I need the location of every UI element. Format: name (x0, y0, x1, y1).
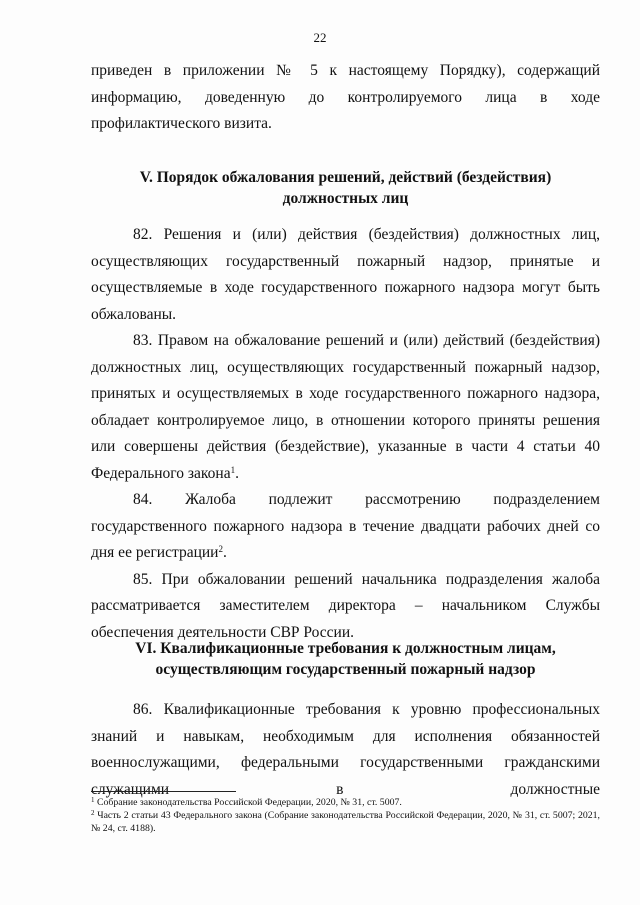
paragraph-84-end: . (222, 544, 227, 561)
section-vi-body (91, 697, 600, 803)
section-v-heading-line2: должностных лиц (282, 190, 409, 207)
section-vi-heading-line1: VI. Квалификационные требования к должностным лицам, (135, 640, 556, 657)
footnote-2 (91, 809, 600, 835)
paragraph-82: 82. Решения и (или) действия (бездействия) должностных лиц, осуществляющих государственный пожарный надзор, принятые и осуществляемые в ходе государственного пожарного надзора могут быть обжалованы. (91, 226, 600, 323)
footnote-ref-2: 2 (218, 544, 223, 554)
footnote-2-text: Часть 2 статьи 43 Федерального закона (Собрание законодательства Российской Федерации, 2020, № 31, ст. 5007; 2021, № 24, ст. 4188). (91, 810, 600, 834)
footnote-separator (91, 791, 236, 792)
section-v-heading (91, 167, 600, 209)
footnote-1 (91, 796, 600, 809)
paragraph-84-text: 84. Жалоба подлежит рассмотрению подразделением государственного пожарного надзора в течение двадцати рабочих дней со дня ее регистрации (91, 491, 600, 561)
footnote-ref-1: 1 (230, 464, 236, 475)
intro-paragraph-block (91, 58, 600, 138)
footnote-1-mark: 1 (91, 796, 95, 804)
paragraph-83 (91, 328, 600, 487)
footnotes (91, 796, 600, 835)
paragraph-84 (91, 487, 600, 567)
section-vi-heading (91, 638, 600, 680)
paragraph-86: 86. Квалификационные требования к уровню профессиональных знаний и навыкам, необходимым для исполнения обязанностей военнослужащими, федеральными государственными гражданскими служащими в должностные (91, 701, 600, 798)
section-v-body (91, 222, 600, 646)
footnote-2-mark: 2 (91, 809, 95, 817)
paragraph-83-end: . (235, 464, 239, 482)
paragraph-85: 85. При обжаловании решений начальника подразделения жалоба рассматривается заместителем директора – начальником Службы обеспечения деятельности СВР России. (91, 570, 600, 641)
footnote-1-text: Собрание законодательства Российской Федерации, 2020, № 31, ст. 5007. (94, 797, 402, 808)
page-number: 22 (313, 30, 327, 45)
paragraph-83-text: 83. Правом на обжалование решений и (или) действий (бездействия) должностных лиц, осуществляющих государственный пожарный надзор, принятых и осуществляемых в ходе государственного пожарного надзора, обладает контролируемое лицо, в отношении которого приняты решения или совершены действия (бездействие), указанные в части 4 статьи 40 Федерального закона (91, 332, 600, 482)
section-vi-heading-line2: осуществляющим государственный пожарный надзор (155, 661, 536, 678)
section-v-heading-line1: V. Порядок обжалования решений, действий (бездействия) (139, 169, 552, 186)
intro-paragraph: приведен в приложении № 5 к настоящему Порядку), содержащий информацию, доведенную до контролируемого лица в ходе профилактического визита. (91, 62, 600, 132)
